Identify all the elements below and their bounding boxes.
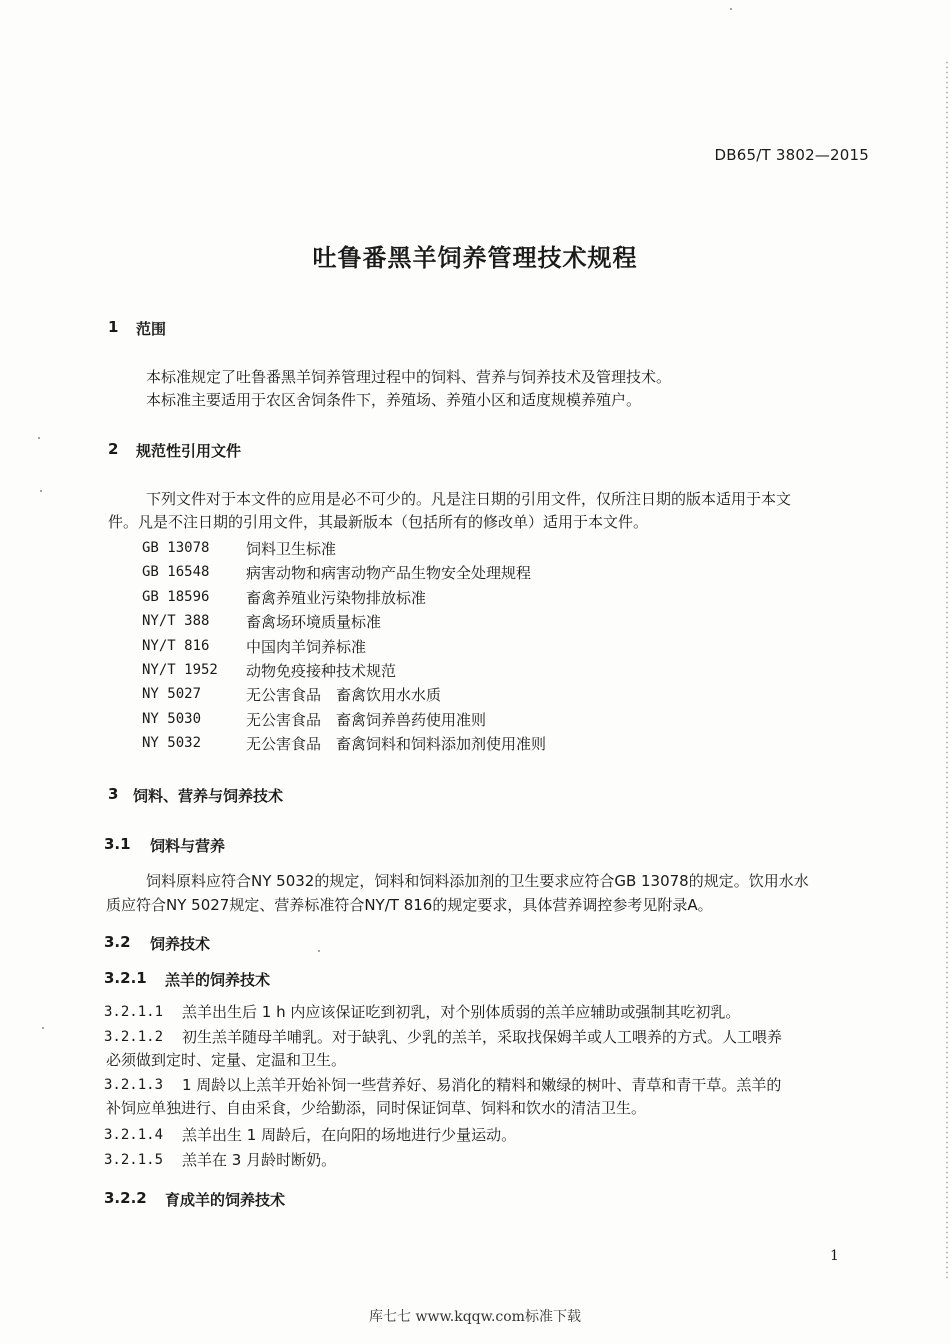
reference-title: 无公害食品 畜禽饮用水水质 bbox=[246, 686, 442, 705]
document-title: 吐鲁番黑羊饲养管理技术规程 bbox=[312, 244, 638, 272]
section-3-heading: 饲料、营养与饲养技术 bbox=[133, 787, 284, 805]
section-2-heading: 规范性引用文件 bbox=[136, 442, 242, 460]
section-3-2-1-heading: 羔羊的饲养技术 bbox=[165, 971, 271, 989]
section-3-2-heading: 饲养技术 bbox=[150, 935, 211, 953]
clause-text: 羔羊在 3 月龄时断奶。 bbox=[182, 1151, 337, 1169]
reference-title: 无公害食品 畜禽饲养兽药使用准则 bbox=[246, 710, 487, 729]
standard-code: DB65/T 3802—2015 bbox=[714, 146, 869, 164]
reference-code: GB 18596 bbox=[142, 588, 210, 605]
page-number: 1 bbox=[830, 1248, 839, 1264]
reference-title: 病害动物和病害动物产品生物安全处理规程 bbox=[246, 564, 532, 583]
reference-code: GB 13078 bbox=[142, 540, 210, 556]
section-3-1-paragraph: 饲料原料应符合NY 5032的规定，饲料和饲料添加剂的卫生要求应符合GB 13078的规定。饮用水水 bbox=[146, 872, 809, 890]
reference-code: NY/T 388 bbox=[142, 613, 210, 630]
reference-title: 无公害食品 畜禽饲料和饲料添加剂使用准则 bbox=[246, 735, 547, 754]
reference-title: 畜禽场环境质量标准 bbox=[246, 613, 382, 632]
clause-number: 3.2.1.1 bbox=[104, 1004, 164, 1020]
reference-code: NY 5032 bbox=[142, 735, 202, 752]
reference-title: 畜禽养殖业污染物排放标准 bbox=[246, 588, 427, 607]
reference-title: 中国肉羊饲养标准 bbox=[246, 637, 367, 656]
clause-text: 初生羔羊随母羊哺乳。对于缺乳、少乳的羔羊，采取找保姆羊或人工喂养的方式。人工喂养 bbox=[182, 1028, 783, 1046]
clause-text-continuation: 补饲应单独进行、自由采食，少给勤添，同时保证饲草、饲料和饮水的清洁卫生。 bbox=[106, 1099, 647, 1117]
section-1-paragraph: 本标准规定了吐鲁番黑羊饲养管理过程中的饲料、营养与饲养技术及管理技术。 bbox=[146, 368, 672, 386]
reference-title: 饲料卫生标准 bbox=[246, 540, 337, 558]
section-3-1-paragraph: 质应符合NY 5027规定、营养标准符合NY/T 816的规定要求，具体营养调控参考见附录A。 bbox=[106, 896, 713, 914]
reference-code: NY/T 816 bbox=[142, 637, 210, 654]
scan-speck bbox=[42, 1027, 44, 1029]
section-3-2-number: 3.2 bbox=[104, 933, 131, 951]
section-2-intro: 件。凡是不注日期的引用文件，其最新版本（包括所有的修改单）适用于本文件。 bbox=[108, 513, 649, 531]
section-3-2-2-heading: 育成羊的饲养技术 bbox=[165, 1191, 286, 1209]
section-3-2-2-number: 3.2.2 bbox=[104, 1189, 147, 1207]
scan-speck bbox=[730, 8, 732, 10]
scan-speck bbox=[40, 490, 42, 492]
clause-text-continuation: 必须做到定时、定量、定温和卫生。 bbox=[106, 1051, 347, 1069]
section-2-intro: 下列文件对于本文件的应用是必不可少的。凡是注日期的引用文件，仅所注日期的版本适用于本文 bbox=[146, 490, 792, 508]
reference-code: NY/T 1952 bbox=[142, 662, 218, 678]
clause-number: 3.2.1.3 bbox=[104, 1077, 164, 1093]
clause-text: 羔羊出生后 1 h 内应该保证吃到初乳，对个别体质弱的羔羊应辅助或强制其吃初乳。 bbox=[182, 1003, 741, 1021]
reference-code: NY 5027 bbox=[142, 686, 202, 703]
scan-speck bbox=[318, 950, 320, 952]
section-1-heading: 范围 bbox=[136, 320, 167, 338]
reference-code: NY 5030 bbox=[142, 710, 202, 727]
section-3-1-number: 3.1 bbox=[104, 835, 131, 853]
clause-number: 3.2.1.2 bbox=[104, 1029, 164, 1045]
section-3-number: 3 bbox=[108, 785, 119, 803]
reference-title: 动物免疫接种技术规范 bbox=[246, 662, 397, 680]
clause-text: 1 周龄以上羔羊开始补饲一些营养好、易消化的精料和嫩绿的树叶、青草和青干草。羔羊的 bbox=[182, 1076, 782, 1094]
clause-number: 3.2.1.4 bbox=[104, 1127, 164, 1143]
footer-watermark: 库七七 www.kqqw.com标准下载 bbox=[369, 1309, 581, 1325]
scan-speck bbox=[38, 437, 40, 439]
clause-text: 羔羊出生 1 周龄后，在向阳的场地进行少量运动。 bbox=[182, 1126, 517, 1144]
section-1-paragraph: 本标准主要适用于农区舍饲条件下，养殖场、养殖小区和适度规模养殖户。 bbox=[146, 391, 642, 409]
section-3-2-1-number: 3.2.1 bbox=[104, 969, 147, 987]
reference-code: GB 16548 bbox=[142, 564, 210, 581]
section-2-number: 2 bbox=[108, 440, 119, 458]
section-1-number: 1 bbox=[108, 318, 119, 336]
section-3-1-heading: 饲料与营养 bbox=[150, 837, 226, 855]
clause-number: 3.2.1.5 bbox=[104, 1152, 164, 1168]
